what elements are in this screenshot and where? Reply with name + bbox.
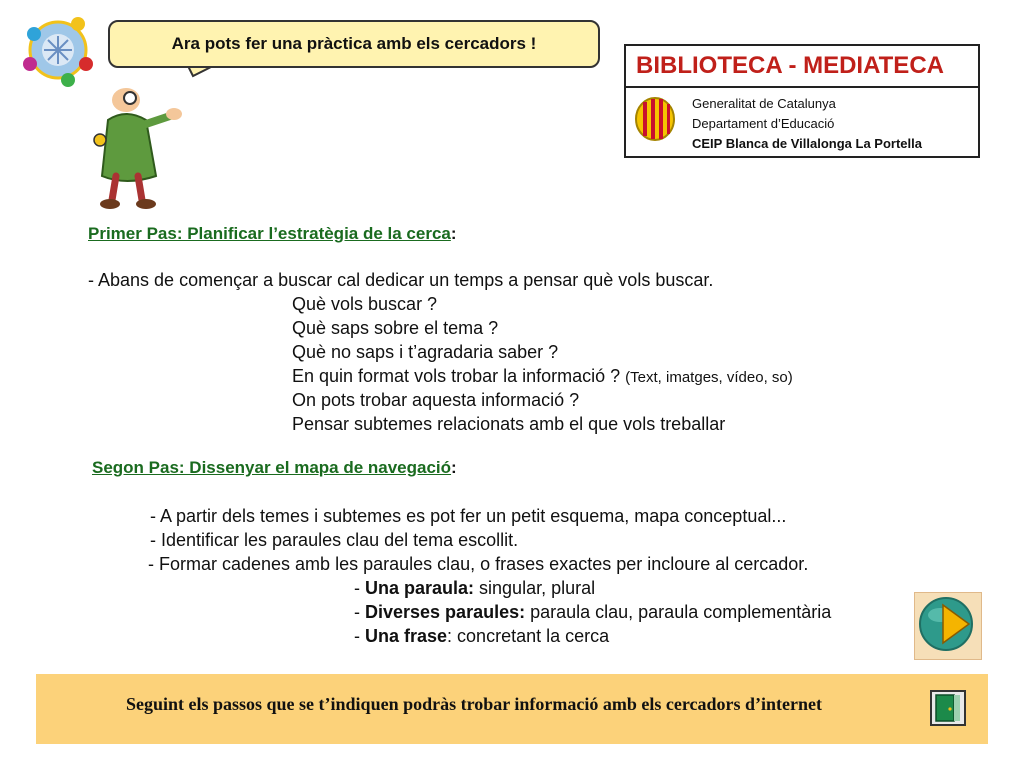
step1-question-4-note: (Text, imatges, vídeo, so) — [625, 369, 793, 386]
step2-point-3: - Formar cadenes amb les paraules clau, o frases exactes per incloure al cercador. — [148, 554, 809, 574]
step1-question-2: Què saps sobre el tema ? — [292, 318, 499, 338]
subpoint-2-prefix: - — [354, 602, 365, 622]
subpoint-1-bold: Una paraula: — [365, 578, 475, 598]
library-line-3: CEIP Blanca de Villalonga La Portella — [692, 136, 922, 151]
subpoint-1-prefix: - — [354, 578, 365, 598]
step1-question-4 — [292, 364, 793, 390]
library-line-2: Departament d’Educació — [692, 116, 835, 131]
library-info-box — [624, 44, 980, 158]
step2-subpoint-2 — [354, 600, 831, 624]
step2-heading-colon: : — [451, 458, 457, 477]
catalan-shield-icon — [634, 96, 676, 142]
step1-question-4-text: En quin format vols trobar la informació ? — [292, 366, 621, 386]
subpoint-2-bold: Diverses paraules: — [365, 602, 526, 622]
subpoint-3-prefix: - — [354, 626, 365, 646]
step1-question-5: On pots trobar aquesta informació ? — [292, 390, 580, 410]
detective-mascot-icon — [86, 80, 190, 214]
speech-bubble — [108, 20, 600, 68]
exit-door-icon — [930, 690, 966, 726]
speech-bubble-text: Ara pots fer una pràctica amb els cercadors ! — [171, 34, 537, 53]
step1-heading-colon: : — [450, 224, 457, 243]
step2-heading: Segon Pas: Dissenyar el mapa de navegació — [92, 458, 452, 477]
step1-question-3: Què no saps i t’agradaria saber ? — [292, 342, 559, 362]
step1-question-6: Pensar subtemes relacionats amb el que vols treballar — [292, 414, 726, 434]
step1-heading: Primer Pas: Planificar l’estratègia de la cerca — [88, 224, 451, 243]
step1-intro: - Abans de començar a buscar cal dedicar un temps a pensar què vols buscar. — [88, 270, 714, 290]
subpoint-3-rest: : concretant la cerca — [447, 626, 610, 646]
footer-banner-text: Seguint els passos que se t’indiquen podràs trobar informació amb els cercadors d’internet — [126, 694, 823, 714]
exit-button[interactable] — [930, 690, 966, 726]
subpoint-3-bold: Una frase — [365, 626, 448, 646]
next-button[interactable] — [914, 592, 982, 660]
step2-point-1: - A partir dels temes i subtemes es pot fer un petit esquema, mapa conceptual... — [150, 506, 787, 526]
step2-subpoint-1 — [354, 576, 595, 600]
subpoint-2-rest: paraula clau, paraula complementària — [525, 602, 832, 622]
globe-logo-icon — [20, 12, 96, 88]
step2-subpoint-3 — [354, 624, 609, 648]
library-line-1: Generalitat de Catalunya — [692, 96, 836, 111]
next-arrow-icon — [915, 593, 981, 659]
subpoint-1-rest: singular, plural — [474, 578, 596, 598]
step2-point-2: - Identificar les paraules clau del tema escollit. — [150, 530, 519, 550]
step2-heading-row — [92, 458, 457, 478]
step1-heading-row — [88, 224, 457, 244]
step1-question-1: Què vols buscar ? — [292, 294, 438, 314]
library-title: BIBLIOTECA - MEDIATECA — [626, 46, 978, 88]
